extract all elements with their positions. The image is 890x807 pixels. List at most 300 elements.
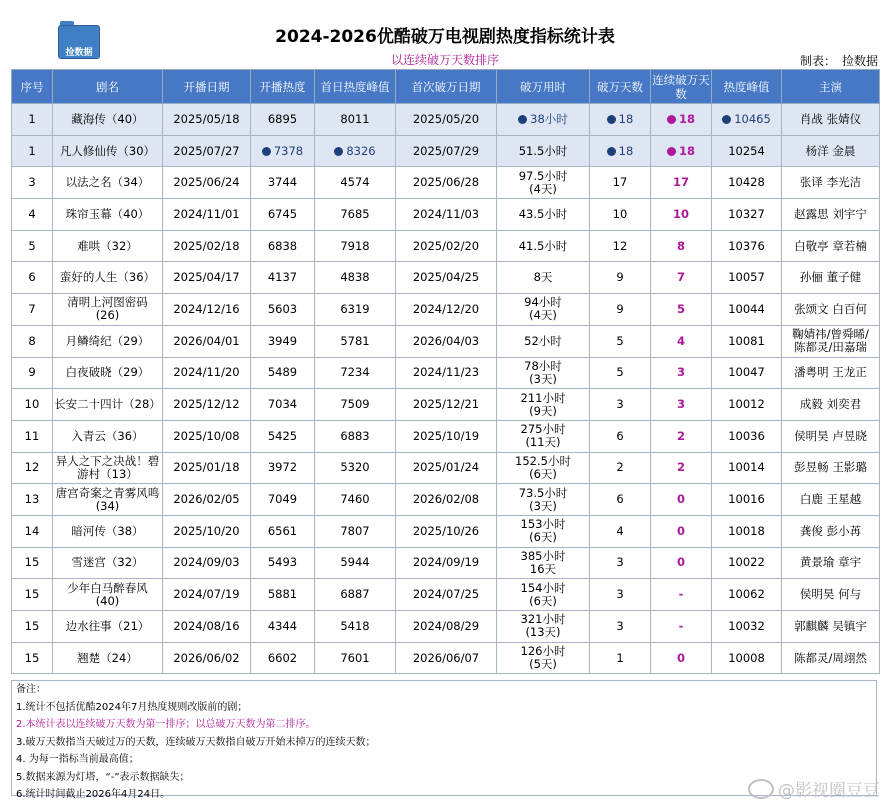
cell-text: 275小时 (11天) [520, 422, 566, 450]
cell-days [590, 420, 651, 452]
cell-text: 5603 [267, 301, 298, 316]
cell-text: 6895 [267, 111, 298, 126]
cell-text: 6887 [340, 587, 370, 602]
table-row [12, 135, 880, 167]
cell-peak [712, 167, 782, 199]
cell-text: 珠帘玉幕（40） [65, 206, 150, 221]
cell-cast [782, 389, 880, 421]
cell-text: 18 [618, 143, 634, 158]
cell-text: 43.5小时 [518, 206, 568, 221]
cell-first-peak [315, 294, 396, 326]
cell-text: 张译 李光洁 [799, 175, 862, 190]
table-row [12, 167, 880, 199]
cell-open [251, 547, 315, 579]
cell-text: 10465 [734, 111, 771, 126]
stats-table [11, 69, 880, 674]
cell-text: 18 [618, 111, 634, 126]
table-row [12, 420, 880, 452]
cell-text: 5881 [267, 587, 298, 602]
cell-text: 2025/06/28 [412, 175, 480, 190]
note-item: 1.统计不包括优酷2024年7月热度规则改版前的剧； [16, 701, 248, 713]
cell-text: 0 [676, 555, 685, 570]
cell-text: 2025/10/20 [173, 523, 240, 538]
column-header: 剧名 [53, 70, 163, 104]
cell-open [251, 420, 315, 452]
cell-first-10k [396, 230, 497, 262]
cell-cast [782, 484, 880, 516]
cell-cons [651, 420, 712, 452]
cell-text: 6883 [340, 428, 370, 443]
cell-text: 3 [616, 397, 624, 412]
cell-open [251, 452, 315, 484]
cell-text: 6561 [267, 523, 298, 538]
cell-text: 2024/11/20 [173, 365, 240, 380]
cell-text: 154小时 (6天) [520, 580, 566, 608]
cell-text: 3 [616, 618, 624, 633]
cell-text: 2025/01/18 [173, 460, 240, 475]
cell-cons [651, 294, 712, 326]
note-item: 5.数据来源为灯塔，“-”表示数据缺失； [16, 771, 190, 783]
column-header: 连续破万天数 [651, 70, 712, 104]
table-row [12, 611, 880, 643]
cell-text: 17 [672, 175, 689, 190]
cell-text: 2025/07/29 [412, 143, 480, 158]
cell-first-peak [315, 262, 396, 294]
cell-first-10k [396, 579, 497, 611]
cell-text: 3 [676, 397, 685, 412]
cell-text: 1 [28, 143, 36, 158]
cell-text: 长安二十四计（28） [54, 397, 161, 412]
table-row [12, 642, 880, 674]
cell-cons [651, 452, 712, 484]
column-header: 破万天数 [590, 70, 651, 104]
crown-icon [667, 115, 676, 124]
cell-text: 7509 [340, 397, 370, 412]
cell-start [163, 515, 251, 547]
cell-text: 15 [24, 587, 40, 602]
cell-text: 暗河传（38） [71, 523, 144, 538]
cell-text: 15 [24, 618, 40, 633]
cell-text: 2025/05/20 [412, 111, 480, 126]
cell-text: 少年白马醉春风 (40) [67, 580, 148, 608]
cell-text: 2024/09/19 [412, 555, 480, 570]
cell-time [497, 611, 590, 643]
cell-cons [651, 515, 712, 547]
table-row [12, 262, 880, 294]
cell-first-peak [315, 230, 396, 262]
cell-text: 2 [616, 460, 624, 475]
cell-first-10k [396, 452, 497, 484]
cell-rank [12, 167, 53, 199]
cell-text: 藏海传（40） [71, 111, 144, 126]
cell-text: 8 [28, 333, 36, 348]
cell-text: 15 [24, 555, 40, 570]
cell-open [251, 135, 315, 167]
cell-text: 2025/02/20 [412, 238, 480, 253]
cell-text: 2024/08/29 [412, 618, 480, 633]
cell-name [53, 642, 163, 674]
cell-days [590, 104, 651, 136]
cell-text: 10062 [728, 587, 765, 602]
cell-text: 6 [616, 428, 624, 443]
cell-text: 2025/07/27 [173, 143, 240, 158]
cell-text: 7685 [340, 206, 370, 221]
cell-text: 难哄（32） [77, 238, 138, 253]
cell-text: 385小时 16天 [520, 548, 566, 576]
cell-text: 2025/10/19 [412, 428, 480, 443]
table-row [12, 357, 880, 389]
cell-first-peak [315, 642, 396, 674]
cell-text: 2026/06/02 [173, 650, 240, 665]
cell-time [497, 325, 590, 357]
cell-open [251, 199, 315, 231]
cell-text: 3 [28, 175, 36, 190]
cell-text: 10428 [728, 175, 765, 190]
cell-text: 51.5小时 [518, 143, 568, 158]
cell-text: 2026/04/03 [412, 333, 480, 348]
cell-text: 12 [24, 460, 40, 475]
cell-text: 2024/09/03 [173, 555, 240, 570]
cell-text: 2025/02/18 [173, 238, 240, 253]
cell-first-peak [315, 452, 396, 484]
cell-first-10k [396, 547, 497, 579]
cell-open [251, 262, 315, 294]
cell-text: 5 [616, 365, 624, 380]
cell-text: 4137 [267, 270, 298, 285]
cell-days [590, 135, 651, 167]
cell-name [53, 167, 163, 199]
cell-cast [782, 262, 880, 294]
cell-text: 5944 [340, 555, 370, 570]
cell-cast [782, 547, 880, 579]
cell-rank [12, 104, 53, 136]
cell-peak [712, 547, 782, 579]
cell-name [53, 357, 163, 389]
cell-text: 3 [616, 555, 624, 570]
cell-first-peak [315, 104, 396, 136]
cell-text: 2026/02/05 [173, 492, 240, 507]
cell-text: 14 [24, 523, 40, 538]
cell-text: 8326 [346, 143, 376, 158]
cell-days [590, 230, 651, 262]
cell-cons [651, 135, 712, 167]
cell-cons [651, 579, 712, 611]
cell-text: 3 [676, 365, 685, 380]
cell-text: 4 [616, 523, 624, 538]
crown-icon [722, 115, 731, 124]
maker-label: 制表： [799, 54, 836, 68]
cell-first-10k [396, 167, 497, 199]
page-title: 2024-2026优酷破万电视剧热度指标统计表 [275, 27, 615, 47]
cell-time [497, 420, 590, 452]
cell-peak [712, 515, 782, 547]
cell-text: 翘楚（24） [77, 650, 138, 665]
cell-start [163, 484, 251, 516]
cell-first-peak [315, 579, 396, 611]
cell-first-peak [315, 167, 396, 199]
cell-text: 2025/10/26 [412, 523, 480, 538]
cell-name [53, 389, 163, 421]
cell-first-10k [396, 135, 497, 167]
cell-text: 153小时 (6天) [520, 517, 566, 545]
cell-cons [651, 230, 712, 262]
cell-text: 边水往事（21） [65, 618, 150, 633]
cell-text: 12 [612, 238, 628, 253]
cell-text: 321小时 (13天) [520, 612, 566, 640]
cell-text: 2024/12/20 [412, 301, 480, 316]
cell-time [497, 357, 590, 389]
cell-open [251, 294, 315, 326]
cell-text: 94小时 (4天) [524, 295, 562, 323]
cell-text: 白夜破晓（29） [65, 365, 150, 380]
cell-first-peak [315, 611, 396, 643]
cell-start [163, 642, 251, 674]
cell-first-peak [315, 325, 396, 357]
table-row [12, 104, 880, 136]
cell-peak [712, 294, 782, 326]
cell-cast [782, 611, 880, 643]
cell-text: 41.5小时 [518, 238, 568, 253]
cell-first-10k [396, 611, 497, 643]
cell-peak [712, 452, 782, 484]
cell-time [497, 642, 590, 674]
table-row [12, 579, 880, 611]
cell-text: 8 [676, 238, 685, 253]
cell-text: 78小时 (3天) [524, 358, 562, 386]
cell-text: 5493 [267, 555, 298, 570]
cell-text: 10254 [728, 143, 765, 158]
cell-start [163, 135, 251, 167]
cell-text: 4838 [340, 270, 370, 285]
cell-cast [782, 642, 880, 674]
crown-icon [262, 147, 271, 156]
cell-peak [712, 642, 782, 674]
cell-text: 10022 [728, 555, 765, 570]
cell-text: 白鹿 王星越 [799, 492, 862, 507]
cell-text: 5781 [340, 333, 370, 348]
cell-rank [12, 230, 53, 262]
cell-start [163, 357, 251, 389]
cell-text: 7378 [273, 143, 304, 158]
cell-text: 白敬亭 章若楠 [794, 238, 867, 253]
cell-name [53, 325, 163, 357]
cell-cast [782, 579, 880, 611]
cell-start [163, 262, 251, 294]
cell-rank [12, 547, 53, 579]
table-row [12, 452, 880, 484]
cell-text: 6 [616, 492, 624, 507]
cell-text: 4 [676, 333, 685, 348]
cell-days [590, 484, 651, 516]
cell-text: 9 [28, 365, 36, 380]
cell-text: 鞠婧祎/曾舜晞/ 陈都灵/田嘉瑞 [792, 327, 869, 355]
cell-start [163, 547, 251, 579]
cell-cons [651, 642, 712, 674]
column-header: 开播热度 [251, 70, 315, 104]
cell-text: 2025/04/25 [412, 270, 480, 285]
cell-cast [782, 325, 880, 357]
cell-text: 2024/11/03 [412, 206, 480, 221]
cell-days [590, 262, 651, 294]
cell-days [590, 357, 651, 389]
cell-open [251, 104, 315, 136]
note-item: 6.统计时间截止2026年4月24日。 [16, 789, 171, 800]
cell-open [251, 357, 315, 389]
cell-first-peak [315, 420, 396, 452]
cell-time [497, 199, 590, 231]
cell-text: 10057 [728, 270, 765, 285]
cell-rank [12, 294, 53, 326]
cell-peak [712, 262, 782, 294]
cell-text: 2 [676, 428, 685, 443]
cell-text: 17 [612, 175, 628, 190]
cell-text: 52小时 [524, 333, 562, 348]
cell-cons [651, 325, 712, 357]
table-row [12, 389, 880, 421]
cell-text: 5 [676, 301, 685, 316]
cell-first-10k [396, 357, 497, 389]
cell-peak [712, 199, 782, 231]
cell-text: 2025/05/18 [173, 111, 240, 126]
cell-cast [782, 294, 880, 326]
crown-icon [607, 147, 616, 156]
cell-text: 73.5小时 (3天) [518, 485, 568, 513]
cell-peak [712, 389, 782, 421]
cell-first-10k [396, 420, 497, 452]
cell-name [53, 230, 163, 262]
cell-text: 潘粤明 王龙正 [794, 365, 867, 380]
cell-text: 以法之名（34） [65, 175, 150, 190]
cell-name [53, 452, 163, 484]
cell-time [497, 389, 590, 421]
cell-text: 2025/06/24 [173, 175, 240, 190]
cell-days [590, 167, 651, 199]
cell-cast [782, 199, 880, 231]
cell-text: 7460 [340, 492, 370, 507]
cell-open [251, 167, 315, 199]
cell-text: 13 [24, 492, 40, 507]
column-header: 热度峰值 [712, 70, 782, 104]
table-row [12, 230, 880, 262]
cell-start [163, 167, 251, 199]
cell-cast [782, 167, 880, 199]
cell-first-peak [315, 199, 396, 231]
cell-time [497, 484, 590, 516]
cell-start [163, 325, 251, 357]
cell-text: 唐宫奇案之青雾风鸣 (34) [55, 485, 160, 513]
cell-name [53, 199, 163, 231]
cell-name [53, 515, 163, 547]
cell-rank [12, 484, 53, 516]
cell-days [590, 294, 651, 326]
cell-text: - [678, 618, 684, 633]
cell-text: 侯明昊 何与 [799, 587, 862, 602]
cell-text: 陈都灵/周翊然 [794, 650, 867, 665]
cell-time [497, 230, 590, 262]
cell-text: 1 [28, 111, 36, 126]
cell-text: 7807 [340, 523, 370, 538]
cell-text: 9 [616, 270, 624, 285]
cell-text: 10036 [728, 428, 765, 443]
cell-rank [12, 262, 53, 294]
cell-start [163, 230, 251, 262]
cell-text: 10032 [728, 618, 765, 633]
cell-peak [712, 484, 782, 516]
cell-name [53, 611, 163, 643]
cell-days [590, 199, 651, 231]
table-row [12, 294, 880, 326]
cell-text: 2026/02/08 [412, 492, 480, 507]
cell-cast [782, 104, 880, 136]
cell-text: 彭昱畅 王影璐 [794, 460, 867, 475]
column-header: 主演 [782, 70, 880, 104]
table-row [12, 199, 880, 231]
cell-text: 2024/07/19 [173, 587, 240, 602]
table-row [12, 325, 880, 357]
cell-days [590, 611, 651, 643]
cell-text: 杨洋 金晨 [805, 143, 856, 158]
crown-icon [607, 115, 616, 124]
cell-text: 2024/07/25 [412, 587, 480, 602]
cell-text: 4 [28, 206, 36, 221]
cell-rank [12, 325, 53, 357]
cell-first-peak [315, 389, 396, 421]
cell-cons [651, 611, 712, 643]
note-item: 2.本统计表以连续破万天数为第一排序；以总破万天数为第二排序。 [16, 719, 316, 730]
cell-time [497, 579, 590, 611]
cell-start [163, 420, 251, 452]
cell-rank [12, 579, 53, 611]
watermark [748, 776, 880, 801]
cell-first-10k [396, 389, 497, 421]
cell-first-10k [396, 484, 497, 516]
cell-text: 6745 [267, 206, 298, 221]
cell-text: 5418 [340, 618, 370, 633]
cell-time [497, 262, 590, 294]
crown-icon [667, 147, 676, 156]
cell-time [497, 515, 590, 547]
cell-open [251, 230, 315, 262]
cell-text: 2025/12/21 [412, 397, 480, 412]
cell-name [53, 547, 163, 579]
table-body [12, 104, 880, 674]
note-item: 4. 为每一指标当前最高值； [16, 754, 139, 765]
cell-text: 10047 [728, 365, 765, 380]
cell-name [53, 420, 163, 452]
cell-text: 10376 [728, 238, 765, 253]
cell-days [590, 515, 651, 547]
logo-text: 捡数据 [65, 48, 93, 58]
cell-days [590, 579, 651, 611]
cell-text: 侯明昊 卢昱晓 [794, 428, 867, 443]
cell-cast [782, 357, 880, 389]
cell-first-10k [396, 515, 497, 547]
cell-text: 18 [678, 143, 695, 158]
cell-days [590, 325, 651, 357]
cell-open [251, 484, 315, 516]
table-row [12, 484, 880, 516]
cell-text: 6 [28, 270, 36, 285]
column-header: 开播日期 [163, 70, 251, 104]
cell-text: 7 [28, 301, 36, 316]
cell-rank [12, 357, 53, 389]
cell-text: 2 [676, 460, 685, 475]
cell-text: 5 [616, 333, 624, 348]
cell-cast [782, 452, 880, 484]
cell-open [251, 515, 315, 547]
cell-time [497, 104, 590, 136]
cell-name [53, 484, 163, 516]
